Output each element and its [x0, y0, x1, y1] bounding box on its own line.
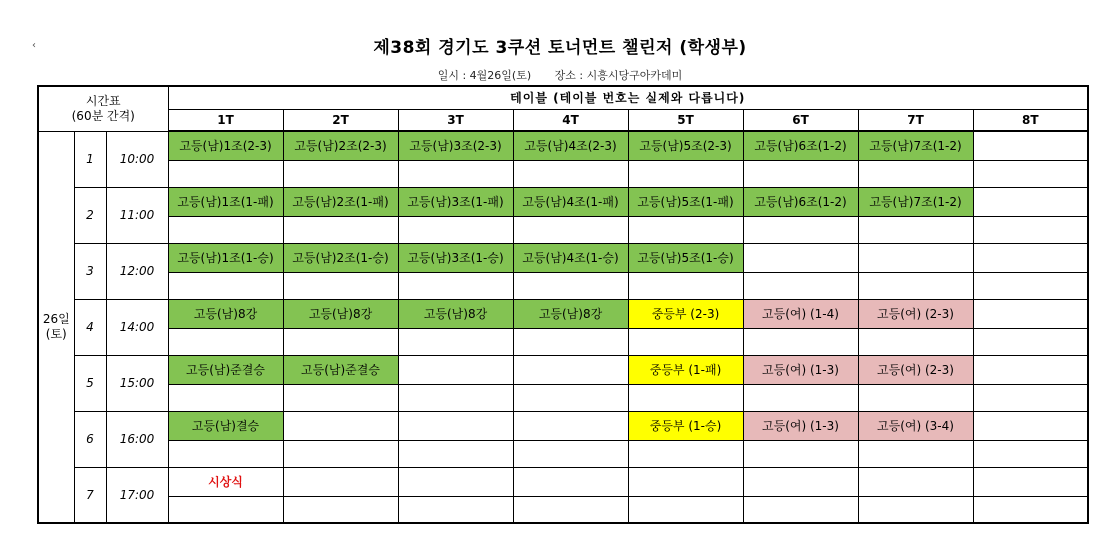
- day-date: 26일: [42, 311, 70, 326]
- empty-cell: [398, 467, 513, 496]
- empty-cell: [283, 384, 398, 411]
- empty-cell: [513, 216, 628, 243]
- empty-cell: [513, 467, 628, 496]
- empty-cell: [168, 160, 283, 187]
- table-col-header: 1T: [168, 109, 283, 131]
- empty-cell: [858, 328, 973, 355]
- match-cell: 고등(남)준결승: [168, 355, 283, 384]
- slot-number: 5: [74, 355, 106, 411]
- match-cell: 고등(남)8강: [168, 299, 283, 328]
- match-cell: 고등(남)7조(1-2): [858, 187, 973, 216]
- slot-number: 7: [74, 467, 106, 523]
- empty-cell: [743, 496, 858, 523]
- empty-cell: [398, 496, 513, 523]
- empty-cell: [743, 467, 858, 496]
- match-cell: 고등(남)4조(1-승): [513, 243, 628, 272]
- empty-cell: [743, 243, 858, 272]
- match-cell: 시상식: [168, 467, 283, 496]
- empty-cell: [513, 160, 628, 187]
- match-cell: 고등(남)7조(1-2): [858, 131, 973, 160]
- empty-cell: [283, 160, 398, 187]
- match-cell: 고등(여) (3-4): [858, 411, 973, 440]
- empty-cell: [283, 272, 398, 299]
- empty-cell: [628, 160, 743, 187]
- schedule-table: [37, 85, 1089, 524]
- slot-time: 15:00: [106, 355, 168, 411]
- empty-cell: [168, 440, 283, 467]
- time-header: [38, 86, 168, 131]
- match-cell: 고등(남)5조(1-승): [628, 243, 743, 272]
- match-cell: 중등부 (2-3): [628, 299, 743, 328]
- match-cell: 고등(남)1조(1-승): [168, 243, 283, 272]
- empty-cell: [398, 355, 513, 384]
- empty-cell: [283, 216, 398, 243]
- empty-cell: [973, 328, 1088, 355]
- empty-cell: [973, 243, 1088, 272]
- empty-cell: [973, 440, 1088, 467]
- empty-cell: [168, 384, 283, 411]
- time-header-label: 시간표: [85, 93, 121, 108]
- table-col-header: 3T: [398, 109, 513, 131]
- empty-cell: [973, 299, 1088, 328]
- empty-cell: [858, 216, 973, 243]
- table-col-header: 6T: [743, 109, 858, 131]
- empty-cell: [628, 440, 743, 467]
- match-cell: 고등(남)5조(2-3): [628, 131, 743, 160]
- table-col-header: 8T: [973, 109, 1088, 131]
- event-place: 장소 : 시흥시당구아카데미: [554, 69, 683, 82]
- empty-cell: [628, 328, 743, 355]
- empty-cell: [168, 328, 283, 355]
- match-cell: 중등부 (1-승): [628, 411, 743, 440]
- empty-cell: [398, 384, 513, 411]
- empty-cell: [743, 272, 858, 299]
- match-cell: 고등(여) (1-3): [743, 355, 858, 384]
- table-col-header: 2T: [283, 109, 398, 131]
- empty-cell: [398, 328, 513, 355]
- match-cell: 고등(남)1조(2-3): [168, 131, 283, 160]
- empty-cell: [628, 272, 743, 299]
- day-cell: [38, 131, 74, 523]
- table-header: 테이블 (테이블 번호는 실제와 다릅니다): [168, 86, 1088, 109]
- match-cell: 고등(여) (2-3): [858, 299, 973, 328]
- table-col-header: 4T: [513, 109, 628, 131]
- slot-time: 17:00: [106, 467, 168, 523]
- match-cell: 고등(남)5조(1-패): [628, 187, 743, 216]
- match-cell: 고등(남)8강: [283, 299, 398, 328]
- page-title: 제38회 경기도 3쿠션 토너먼트 챌린저 (학생부): [373, 38, 747, 58]
- empty-cell: [513, 384, 628, 411]
- empty-cell: [973, 355, 1088, 384]
- empty-cell: [398, 411, 513, 440]
- empty-cell: [858, 243, 973, 272]
- table-col-header: 7T: [858, 109, 973, 131]
- slot-number: 6: [74, 411, 106, 467]
- match-cell: 고등(여) (2-3): [858, 355, 973, 384]
- empty-cell: [283, 440, 398, 467]
- day-weekday: (토): [45, 326, 67, 341]
- match-cell: 중등부 (1-패): [628, 355, 743, 384]
- empty-cell: [858, 384, 973, 411]
- empty-cell: [973, 384, 1088, 411]
- slot-time: 14:00: [106, 299, 168, 355]
- slot-number: 3: [74, 243, 106, 299]
- slot-number: 4: [74, 299, 106, 355]
- match-cell: 고등(남)8강: [398, 299, 513, 328]
- empty-cell: [283, 496, 398, 523]
- match-cell: 고등(여) (1-4): [743, 299, 858, 328]
- match-cell: 고등(남)3조(1-패): [398, 187, 513, 216]
- slot-time: 11:00: [106, 187, 168, 243]
- match-cell: 고등(남)4조(1-패): [513, 187, 628, 216]
- match-cell: 고등(남)결승: [168, 411, 283, 440]
- empty-cell: [743, 160, 858, 187]
- match-cell: 고등(남)3조(2-3): [398, 131, 513, 160]
- slot-time: 16:00: [106, 411, 168, 467]
- match-cell: 고등(여) (1-3): [743, 411, 858, 440]
- match-cell: 고등(남)3조(1-승): [398, 243, 513, 272]
- match-cell: 고등(남)2조(2-3): [283, 131, 398, 160]
- empty-cell: [858, 160, 973, 187]
- match-cell: 고등(남)2조(1-승): [283, 243, 398, 272]
- empty-cell: [513, 328, 628, 355]
- empty-cell: [628, 467, 743, 496]
- match-cell: 고등(남)준결승: [283, 355, 398, 384]
- event-date: 일시 : 4월26일(토): [437, 69, 532, 82]
- slot-time: 10:00: [106, 131, 168, 187]
- empty-cell: [168, 272, 283, 299]
- empty-cell: [973, 216, 1088, 243]
- empty-cell: [973, 272, 1088, 299]
- match-cell: 고등(남)6조(1-2): [743, 131, 858, 160]
- match-cell: 고등(남)1조(1-패): [168, 187, 283, 216]
- empty-cell: [858, 272, 973, 299]
- empty-cell: [973, 131, 1088, 160]
- empty-cell: [513, 496, 628, 523]
- empty-cell: [973, 496, 1088, 523]
- empty-cell: [398, 160, 513, 187]
- empty-cell: [858, 440, 973, 467]
- empty-cell: [743, 328, 858, 355]
- empty-cell: [628, 496, 743, 523]
- corner-mark: ‹: [32, 40, 36, 51]
- empty-cell: [973, 160, 1088, 187]
- empty-cell: [858, 467, 973, 496]
- empty-cell: [973, 411, 1088, 440]
- empty-cell: [398, 440, 513, 467]
- empty-cell: [973, 187, 1088, 216]
- match-cell: 고등(남)8강: [513, 299, 628, 328]
- event-info: [0, 67, 1120, 83]
- slot-number: 2: [74, 187, 106, 243]
- empty-cell: [973, 467, 1088, 496]
- slot-time: 12:00: [106, 243, 168, 299]
- empty-cell: [168, 496, 283, 523]
- empty-cell: [283, 328, 398, 355]
- empty-cell: [513, 411, 628, 440]
- empty-cell: [168, 216, 283, 243]
- time-header-interval: (60분 간격): [71, 108, 135, 123]
- empty-cell: [398, 216, 513, 243]
- match-cell: 고등(남)2조(1-패): [283, 187, 398, 216]
- match-cell: 고등(남)4조(2-3): [513, 131, 628, 160]
- empty-cell: [743, 440, 858, 467]
- empty-cell: [398, 272, 513, 299]
- empty-cell: [628, 384, 743, 411]
- empty-cell: [513, 355, 628, 384]
- table-col-header: 5T: [628, 109, 743, 131]
- empty-cell: [283, 411, 398, 440]
- empty-cell: [743, 216, 858, 243]
- empty-cell: [513, 440, 628, 467]
- empty-cell: [513, 272, 628, 299]
- empty-cell: [283, 467, 398, 496]
- empty-cell: [858, 496, 973, 523]
- empty-cell: [628, 216, 743, 243]
- match-cell: 고등(남)6조(1-2): [743, 187, 858, 216]
- empty-cell: [743, 384, 858, 411]
- slot-number: 1: [74, 131, 106, 187]
